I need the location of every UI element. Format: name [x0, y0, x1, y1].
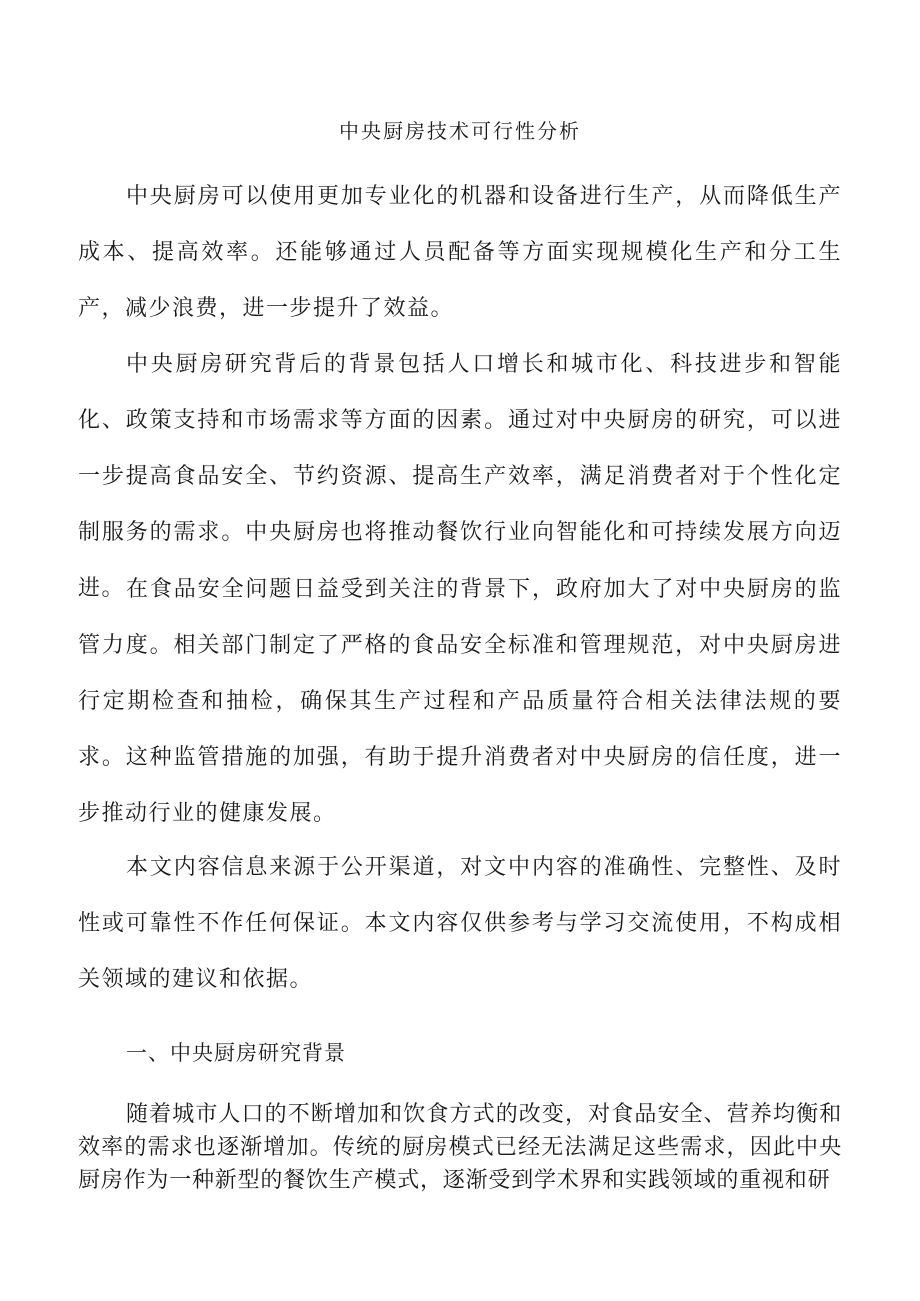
section-heading: 一、中央厨房研究背景 — [126, 1041, 346, 1065]
paragraph-cost-efficiency: 中央厨房可以使用更加专业化的机器和设备进行生产，从而降低生产成本、提高效率。还能够通过人员配备等方面实现规模化生产和分工生产，减少浪费，进一步提升了效益。 — [78, 184, 842, 321]
paragraph-food-safety-regulation: 在食品安全问题日益受到关注的背景下，政府加大了对中央厨房的监管力度。相关部门制定了严格的食品安全标准和管理规范，对中央厨房进行定期检查和抽检，确保其生产过程和产品质量符合相关法律法规的要求。这种监管措施的加强，有助于提升消费者对中央厨房的信任度，进一步推动行业的健康发展。 — [78, 577, 842, 826]
section-paragraph: 随着城市人口的不断增加和饮食方式的改变，对食品安全、营养均衡和效率的需求也逐渐增加。传统的厨房模式已经无法满足这些需求，因此中央厨房作为一种新型的餐饮生产模式，逐渐受到学术界和实践领域的重视和研 — [78, 1102, 842, 1193]
document-title: 中央厨房技术可行性分析 — [339, 119, 581, 143]
paragraph-disclaimer: 本文内容信息来源于公开渠道，对文中内容的准确性、完整性、及时性或可靠性不作任何保证。本文内容仅供参考与学习交流使用，不构成相关领域的建议和依据。 — [78, 855, 842, 992]
paragraph-research-background: 中央厨房研究背后的背景包括人口增长和城市化、科技进步和智能化、政策支持和市场需求等方面的因素。通过对中央厨房的研究，可以进一步提高食品安全、节约资源、提高生产效率，满足消费者对于个性化定制服务的需求。中央厨房也将推动餐饮行业向智能化和可持续发展方向迈进。 — [78, 352, 842, 601]
